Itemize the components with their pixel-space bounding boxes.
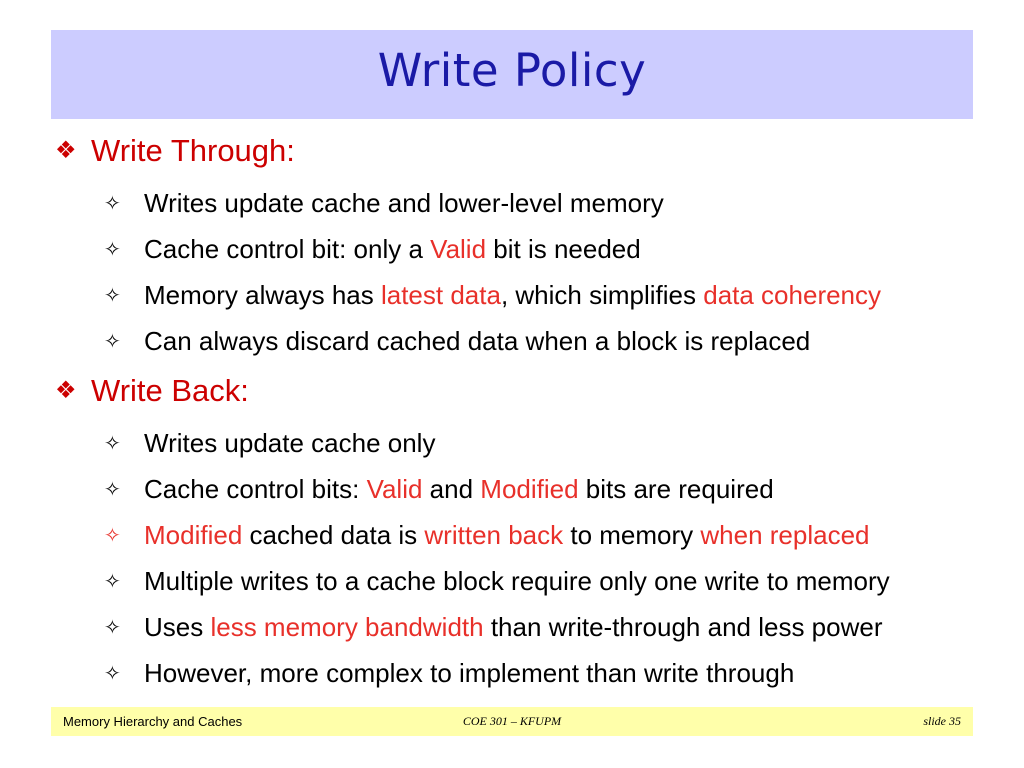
footer-course-topic: Memory Hierarchy and Caches — [63, 714, 243, 729]
four-pointed-star-outline-icon: ✧ — [104, 478, 121, 501]
section-label: Write Back: — [91, 373, 249, 408]
list-item-text — [144, 326, 810, 357]
list-item — [104, 658, 794, 689]
highlighted-text: Valid — [366, 474, 423, 504]
text-segment: However, more complex to implement than write through — [144, 658, 795, 688]
highlighted-text: when replaced — [700, 520, 870, 550]
list-item — [104, 280, 881, 311]
text-segment: Can always discard cached data when a block is replaced — [144, 326, 811, 356]
highlighted-text: Modified — [480, 474, 579, 504]
text-segment: Memory always has — [144, 280, 381, 310]
list-item — [104, 566, 890, 597]
text-segment: bits are required — [578, 474, 774, 504]
list-item-text — [144, 188, 664, 219]
text-segment: bit is needed — [486, 234, 641, 264]
section-heading — [55, 373, 249, 409]
four-pointed-star-outline-icon: ✧ — [104, 524, 121, 547]
text-segment: Cache control bit: only a — [144, 234, 431, 264]
footer-bar — [51, 707, 973, 736]
four-pointed-star-outline-icon: ✧ — [104, 284, 121, 307]
section-label: Write Through: — [91, 133, 295, 168]
highlighted-text: data coherency — [703, 280, 882, 310]
four-pointed-star-outline-icon: ✧ — [104, 238, 121, 261]
four-pointed-star-outline-icon: ✧ — [104, 432, 121, 455]
diamond-cluster-icon: ❖ — [55, 377, 77, 404]
four-pointed-star-outline-icon: ✧ — [104, 330, 121, 353]
list-item — [104, 188, 664, 219]
diamond-cluster-icon: ❖ — [55, 137, 77, 164]
text-segment: , which simplifies — [500, 280, 704, 310]
four-pointed-star-outline-icon: ✧ — [104, 616, 121, 639]
list-item-text — [144, 280, 881, 311]
text-segment: Cache control bits: — [144, 474, 367, 504]
slide-title: Write Policy — [377, 44, 647, 97]
list-item-text — [144, 566, 890, 597]
text-segment: Writes update cache only — [144, 428, 436, 458]
four-pointed-star-outline-icon: ✧ — [104, 192, 121, 215]
list-item — [104, 428, 435, 459]
list-item-text — [144, 234, 641, 265]
highlighted-text: Valid — [430, 234, 487, 264]
title-bar — [51, 30, 973, 119]
footer-course-code: COE 301 – KFUPM — [462, 714, 562, 728]
list-item-text — [144, 520, 870, 551]
list-item — [104, 612, 882, 643]
list-item — [104, 474, 774, 505]
text-segment: and — [422, 474, 481, 504]
highlighted-text: less memory bandwidth — [210, 612, 484, 642]
list-item — [104, 326, 810, 357]
list-item-text — [144, 428, 435, 459]
four-pointed-star-outline-icon: ✧ — [104, 662, 121, 685]
text-segment: to memory — [563, 520, 701, 550]
list-item-text — [144, 612, 882, 643]
highlighted-text: Modified — [144, 520, 243, 550]
text-segment: than write-through and less power — [483, 612, 883, 642]
footer-slide-number: slide 35 — [923, 714, 961, 728]
list-item-text — [144, 474, 774, 505]
section-heading — [55, 133, 295, 169]
highlighted-text: written back — [424, 520, 564, 550]
text-segment: cached data is — [242, 520, 425, 550]
list-item — [104, 520, 870, 551]
text-segment: Multiple writes to a cache block require only one write to memory — [144, 566, 890, 596]
four-pointed-star-outline-icon: ✧ — [104, 570, 121, 593]
text-segment: Writes update cache and lower-level memory — [144, 188, 664, 218]
text-segment: Uses — [144, 612, 211, 642]
list-item-text — [144, 658, 794, 689]
list-item — [104, 234, 641, 265]
highlighted-text: latest data — [380, 280, 501, 310]
